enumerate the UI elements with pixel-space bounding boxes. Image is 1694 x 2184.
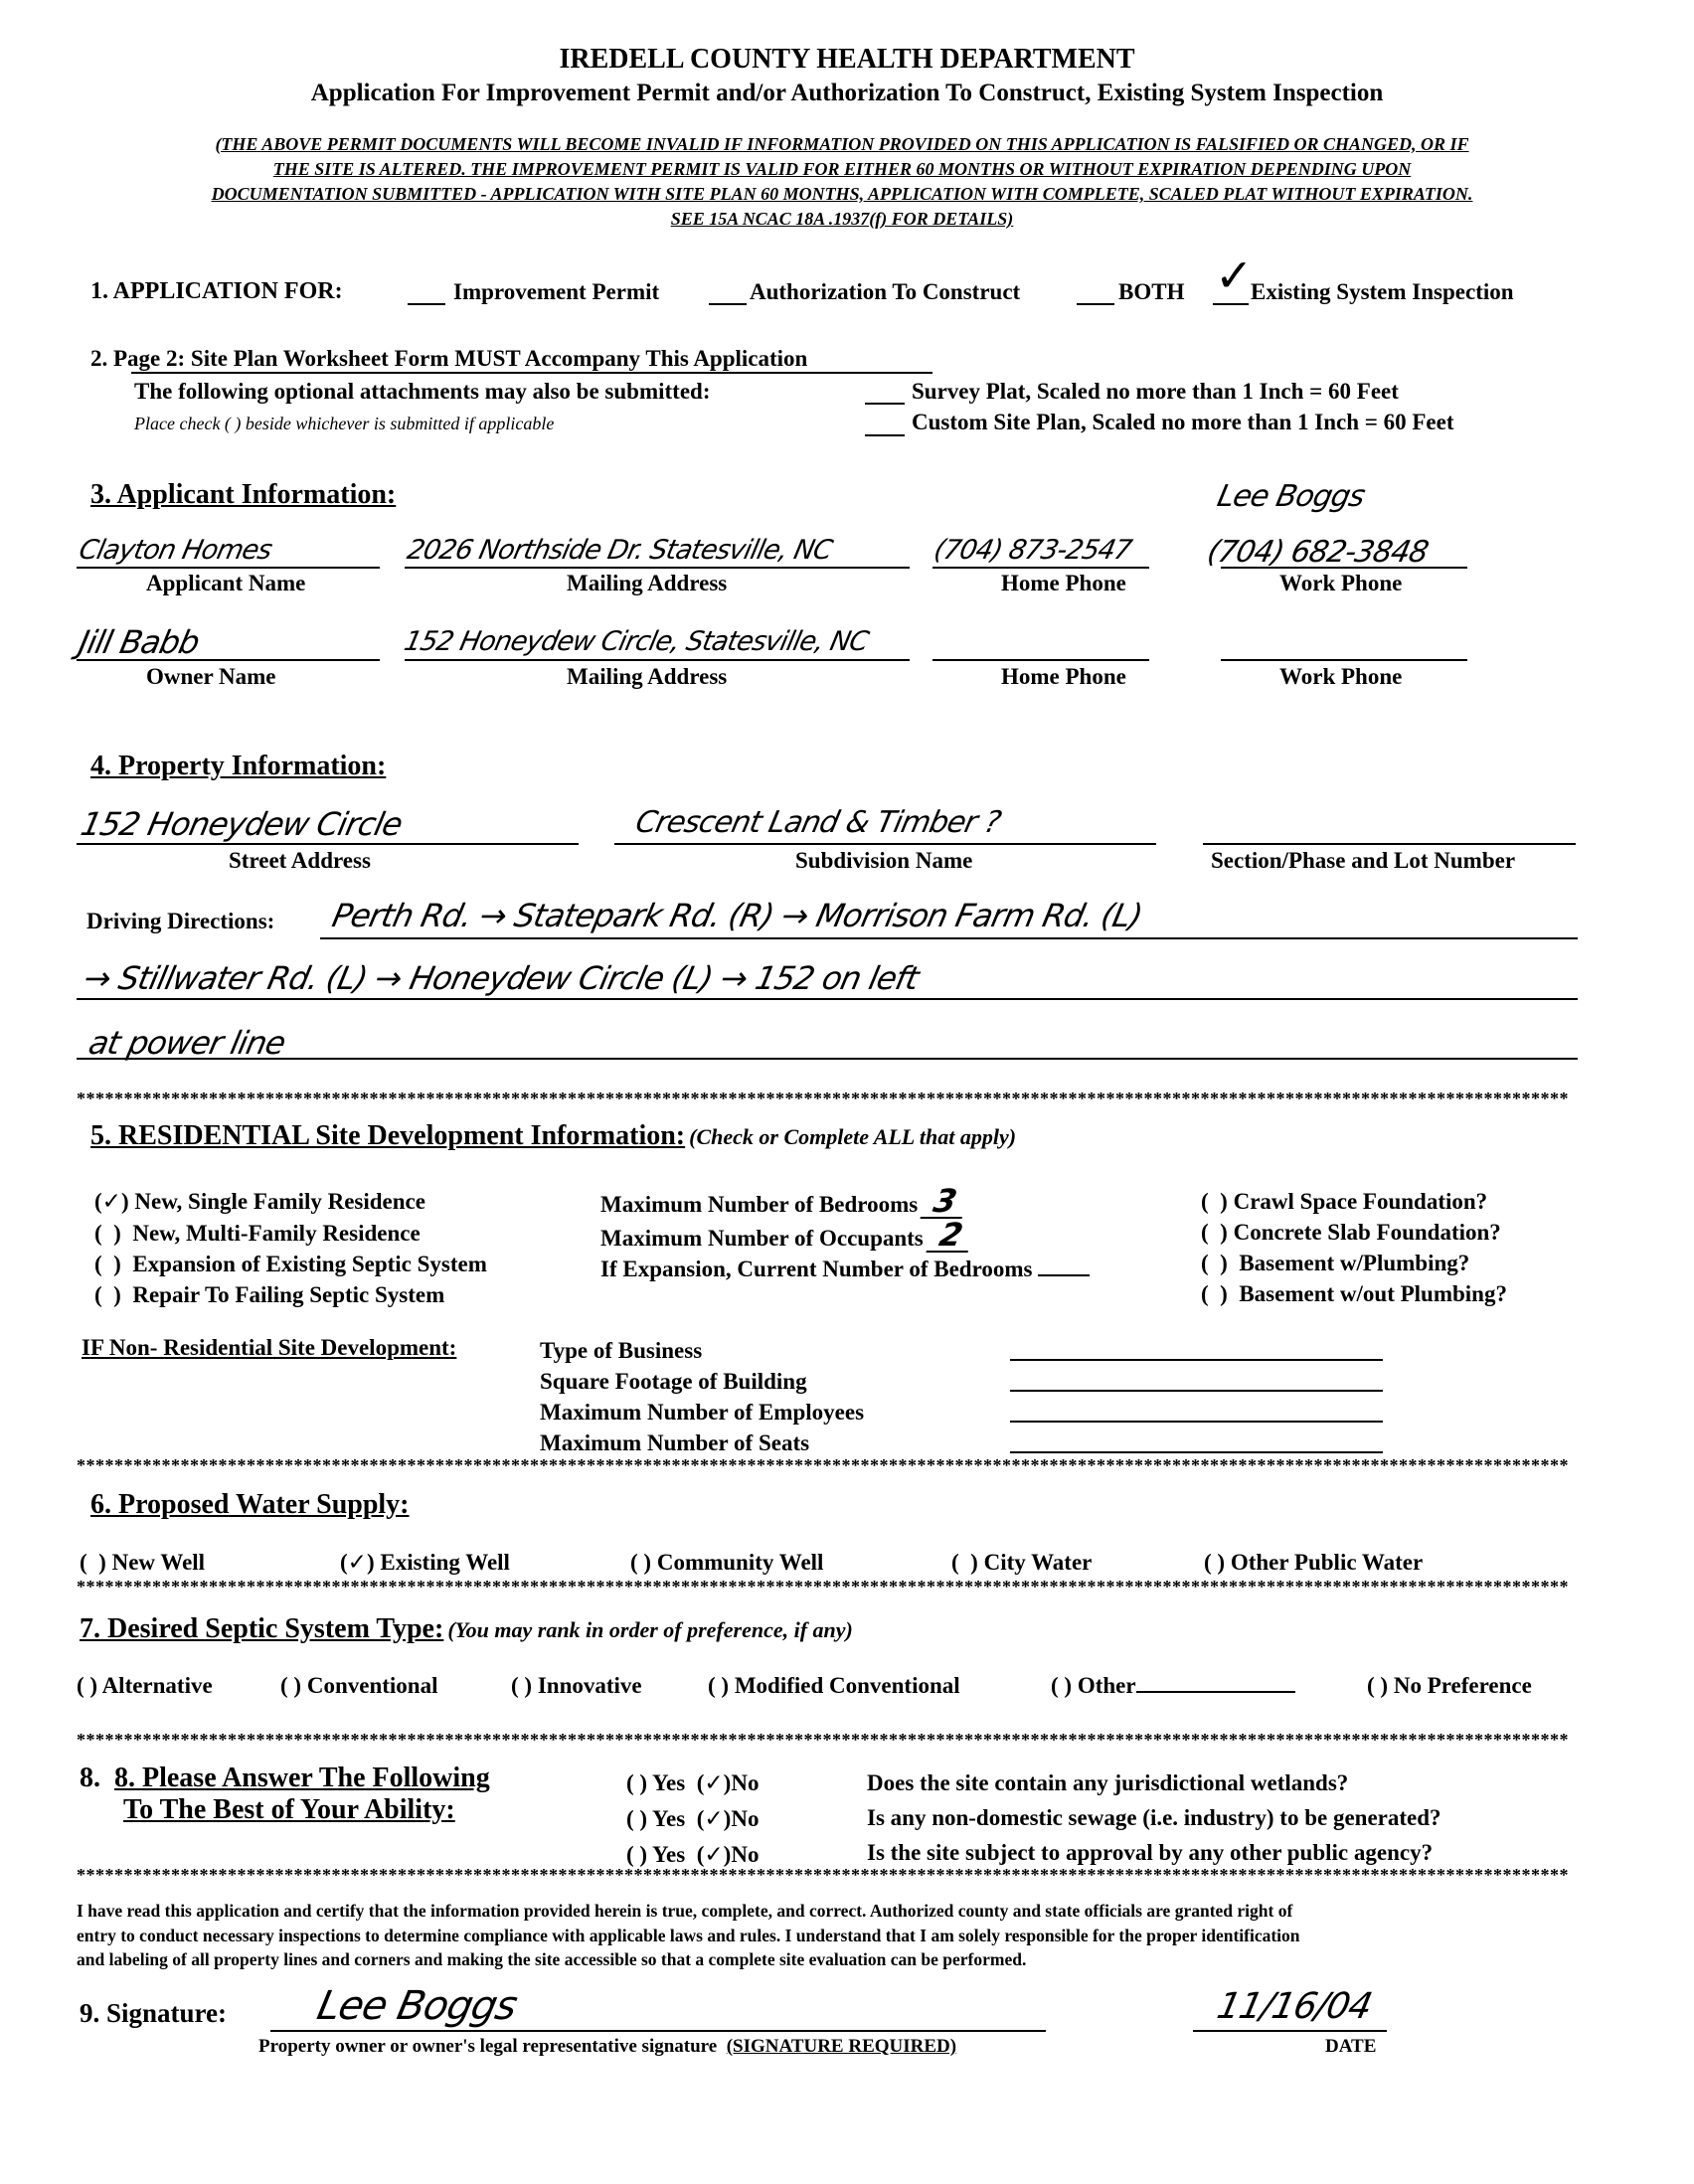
s6-heading: 6. Proposed Water Supply: [90,1489,410,1520]
occupants-field[interactable]: 2 [926,1220,974,1253]
s2-line1: 2. Page 2: Site Plan Worksheet Form MUST Accompany This Application [90,346,808,371]
disclaimer-line: THE SITE IS ALTERED. THE IMPROVEMENT PERMIT IS VALID FOR EITHER 60 MONTHS OR WITHOUT EXPIRATION DEPENDING UPON [272,159,1412,179]
form-title: IREDELL COUNTY HEALTH DEPARTMENT [559,44,1135,75]
label: If Expansion, Current Number of Bedrooms [600,1257,1033,1281]
applicant-home-phone-field[interactable]: (704) 873-2547 [931,535,1134,566]
s5-heading: 5. RESIDENTIAL Site Development Information: [90,1120,686,1151]
checkbox-basement-no-plumbing[interactable]: ( ) Basement w/out Plumbing? [1201,1281,1507,1306]
label: Maximum Number of Employees [540,1400,865,1425]
s5-note: (Check or Complete ALL that apply) [689,1124,1017,1149]
occupancy-list [600,1182,1090,1284]
answer-row[interactable]: ( ) Yes (✓)No [626,1770,760,1796]
subdivision-field[interactable]: Crescent Land & Timber ? [632,805,1004,840]
date-field[interactable]: 11/16/04 [1213,1986,1376,2027]
bedrooms-field[interactable]: 3 [920,1186,968,1219]
s7-heading: 7. Desired Septic System Type: [80,1613,444,1644]
nonres-list [540,1335,864,1458]
option-survey-plat[interactable]: Survey Plat, Scaled no more than 1 Inch = 60 Feet [912,379,1399,404]
label: Work Phone [1279,571,1403,595]
directions-line-3[interactable]: at power line [85,1024,289,1062]
divider: ************************************************************************************************************************************************************** [77,1455,1569,1475]
option-other-public-water[interactable]: ( ) Other Public Water [1204,1550,1424,1575]
driving-directions-label: Driving Directions: [86,909,275,933]
disclaimer-line: (THE ABOVE PERMIT DOCUMENTS WILL BECOME INVALID IF INFORMATION PROVIDED ON THIS APPLICATION IS FALSIFIED OR CHANGED, OR IF [215,134,1469,154]
checkbox-single-family[interactable]: (✓) New, Single Family Residence [94,1189,425,1215]
label: Maximum Number of Occupants [600,1226,924,1251]
divider: ************************************************************************************************************************************************************** [77,1865,1569,1885]
questions-list [867,1765,1441,1870]
checkbox-repair[interactable]: ( ) Repair To Failing Septic System [94,1282,445,1307]
option-other[interactable]: ( ) Other [1051,1673,1367,1699]
s7-heading-row [80,1613,853,1645]
directions-line-1[interactable]: Perth Rd. → Statepark Rd. (R) → Morrison Farm Rd. (L) [328,897,1146,934]
answer-row[interactable]: ( ) Yes (✓)No [626,1842,760,1868]
work-contact: Lee Boggs [1214,479,1368,514]
s2-note: Place check ( ) beside whichever is submitted if applicable [134,414,555,433]
residence-type-list [94,1186,487,1310]
option-city-water[interactable]: ( ) City Water [951,1550,1093,1575]
signature-caption: Property owner or owner's legal representative signature (SIGNATURE REQUIRED) [258,2036,957,2057]
option-existing-well[interactable]: (✓) Existing Well [340,1550,510,1576]
option-improvement-permit[interactable]: Improvement Permit [453,279,660,304]
option-both[interactable]: BOTH [1118,279,1185,304]
option-community-well[interactable]: ( ) Community Well [630,1550,824,1575]
label: Home Phone [1001,571,1126,595]
date-label: DATE [1325,2036,1377,2057]
s1-label: 1. APPLICATION FOR: [90,278,343,304]
label: Applicant Name [146,571,306,595]
option-no-preference[interactable]: ( ) No Preference [1367,1673,1532,1698]
checkbox-basement-plumbing[interactable]: ( ) Basement w/Plumbing? [1201,1251,1470,1275]
label: Mailing Address [567,664,728,689]
foundation-list [1201,1186,1507,1309]
divider: ************************************************************************************************************************************************************** [77,1577,1569,1596]
option-conventional[interactable]: ( ) Conventional [280,1673,438,1698]
label: Owner Name [146,664,276,689]
option-custom-site-plan[interactable]: Custom Site Plan, Scaled no more than 1 Inch = 60 Feet [912,410,1454,434]
divider: ************************************************************************************************************************************************************** [77,1089,1569,1108]
employees-field[interactable] [1010,1421,1383,1423]
signature-field[interactable]: Lee Boggs [313,1983,521,2029]
option-innovative[interactable]: ( ) Innovative [511,1673,642,1698]
s4-heading: 4. Property Information: [90,751,387,781]
checkbox-expansion[interactable]: ( ) Expansion of Existing Septic System [94,1252,487,1276]
checkbox-slab[interactable]: ( ) Concrete Slab Foundation? [1201,1220,1501,1245]
form-subtitle: Application For Improvement Permit and/or Authorization To Construct, Existing System Inspection [310,80,1384,106]
owner-name-field[interactable]: Jill Babb [75,623,203,661]
option-existing-system-inspection[interactable]: Existing System Inspection [1251,279,1514,304]
seats-field[interactable] [1010,1451,1383,1453]
label: Home Phone [1001,664,1126,689]
applicant-address-field[interactable]: 2026 Northside Dr. Statesville, NC [404,535,835,566]
s5-heading-row [90,1120,1016,1152]
square-footage-field[interactable] [1010,1390,1383,1392]
option-modified-conventional[interactable]: ( ) Modified Conventional [708,1673,960,1698]
directions-line-2[interactable]: → Stillwater Rd. (L) → Honeydew Circle (L) → 152 on left [80,959,922,997]
applicant-name-field[interactable]: Clayton Homes [76,535,274,566]
certification-text: I have read this application and certify that the information provided herein is true, complete, and correct. Authorized county and state officials are granted right of entry to conduct necessary inspections to determine compliance with applicable laws and rules. I understand that I am solely responsible for the proper identification and labeling of all property lines and corners and making the site accessible so that a complete site evaluation can be performed. [77,1901,1300,1969]
street-address-field[interactable]: 152 Honeydew Circle [77,805,406,843]
label: Square Footage of Building [540,1369,807,1394]
yes-no-list [626,1765,759,1873]
label: Work Phone [1279,664,1403,689]
label: Subdivision Name [795,848,973,873]
label: Mailing Address [567,571,728,595]
current-bedrooms-field[interactable] [1038,1255,1090,1276]
question: Is any non-domestic sewage (i.e. industry) to be generated? [867,1805,1441,1830]
s2-line2: The following optional attachments may also be submitted: [134,379,711,404]
disclaimer-line: SEE 15A NCAC 18A .1937(f) FOR DETAILS) [670,209,1014,229]
checkbox-multi-family[interactable]: ( ) New, Multi-Family Residence [94,1221,421,1246]
business-type-field[interactable] [1010,1359,1383,1361]
disclaimer-line: DOCUMENTATION SUBMITTED - APPLICATION WITH SITE PLAN 60 MONTHS, APPLICATION WITH COMPLETE, SCALED PLAT WITHOUT EXPIRATION. [211,184,1473,204]
question: Does the site contain any jurisdictional wetlands? [867,1770,1349,1795]
checkmark-icon: ✓ [1215,249,1254,302]
nonres-label: IF Non- Residential Site Development: [82,1335,457,1360]
applicant-work-phone-field[interactable]: (704) 682-3848 [1204,535,1432,570]
septic-type-options [77,1673,1532,1699]
s7-note: (You may rank in order of preference, if any) [447,1617,853,1642]
divider: ************************************************************************************************************************************************************** [77,1730,1569,1750]
checkbox-crawl-space[interactable]: ( ) Crawl Space Foundation? [1201,1189,1488,1214]
label: Section/Phase and Lot Number [1211,848,1516,873]
signature-label: 9. Signature: [80,1998,228,2028]
question: Is the site subject to approval by any other public agency? [867,1840,1434,1865]
option-authorization[interactable]: Authorization To Construct [750,279,1021,304]
label: Maximum Number of Seats [540,1430,810,1455]
label: Maximum Number of Bedrooms [600,1192,919,1217]
s3-heading: 3. Applicant Information: [90,479,397,510]
answer-row[interactable]: ( ) Yes (✓)No [626,1806,760,1832]
s8-heading: 8. 8. Please Answer The Following To The Best of Your Ability: [80,1763,490,1825]
option-alternative[interactable]: ( ) Alternative [77,1673,213,1698]
label: Type of Business [540,1338,703,1363]
label: Street Address [229,848,371,873]
water-supply-options [80,1550,1423,1576]
owner-address-field[interactable]: 152 Honeydew Circle, Statesville, NC [401,626,871,657]
option-new-well[interactable]: ( ) New Well [80,1550,206,1575]
